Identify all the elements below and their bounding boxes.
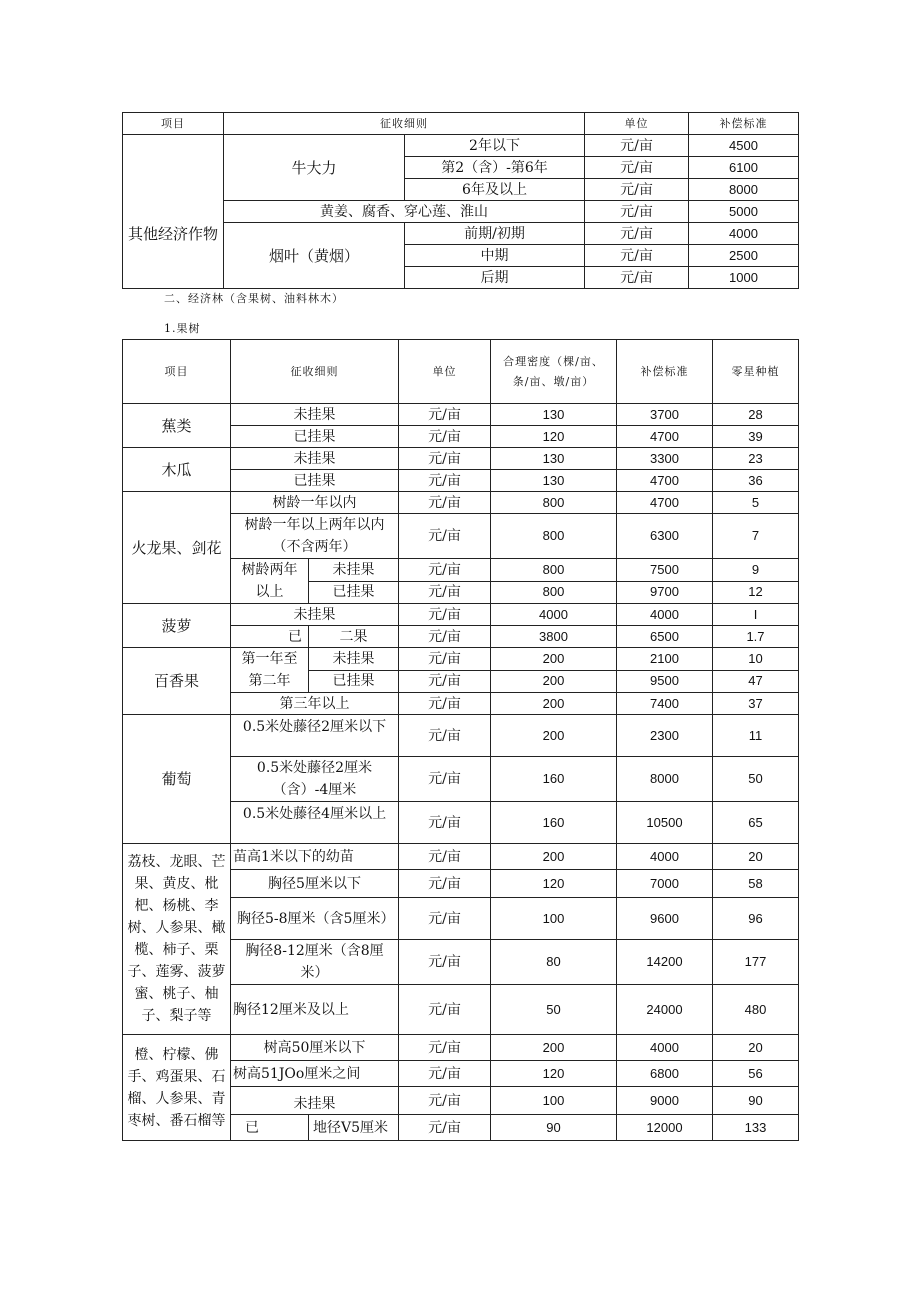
standard-cell: 4000 xyxy=(617,604,713,626)
unit-cell: 元/亩 xyxy=(399,1087,491,1115)
standard-cell: 4700 xyxy=(617,470,713,492)
density-cell: 200 xyxy=(491,715,617,757)
standard-cell: 6800 xyxy=(617,1061,713,1087)
unit-cell: 元/亩 xyxy=(585,245,689,267)
header-item: 项目 xyxy=(123,340,231,404)
density-cell: 200 xyxy=(491,693,617,715)
unit-cell: 元/亩 xyxy=(399,670,491,693)
standard-cell: 8000 xyxy=(689,179,799,201)
standard-cell: 8000 xyxy=(617,757,713,802)
crop-name: 牛大力 xyxy=(224,135,405,201)
scatter-cell: I xyxy=(713,604,799,626)
header-unit: 单位 xyxy=(399,340,491,404)
unit-cell: 元/亩 xyxy=(399,448,491,470)
standard-cell: 4000 xyxy=(617,1035,713,1061)
density-cell: 130 xyxy=(491,448,617,470)
detail-cell: 胸径12厘米及以上 xyxy=(231,985,399,1035)
header-density: 合理密度（棵/亩、条/亩、墩/亩） xyxy=(491,340,617,404)
scatter-cell: 96 xyxy=(713,898,799,940)
detail-cell: 未挂果 xyxy=(309,559,399,582)
standard-cell: 4000 xyxy=(617,844,713,870)
header-scatter: 零星种植 xyxy=(713,340,799,404)
unit-cell: 元/亩 xyxy=(399,648,491,671)
unit-cell: 元/亩 xyxy=(399,715,491,757)
scatter-cell: 65 xyxy=(713,802,799,844)
header-detail: 征收细则 xyxy=(231,340,399,404)
unit-cell: 元/亩 xyxy=(399,492,491,514)
standard-cell: 7500 xyxy=(617,559,713,582)
unit-cell: 元/亩 xyxy=(399,940,491,985)
detail-cell: 6年及以上 xyxy=(405,179,585,201)
detail-cell: 前期/初期 xyxy=(405,223,585,245)
density-cell: 100 xyxy=(491,1087,617,1115)
density-cell: 200 xyxy=(491,1035,617,1061)
scatter-cell: 133 xyxy=(713,1115,799,1141)
detail-cell: 已挂果 xyxy=(309,581,399,604)
detail-cell: 未挂果 xyxy=(231,1087,399,1115)
scatter-cell: 5 xyxy=(713,492,799,514)
standard-cell: 4500 xyxy=(689,135,799,157)
detail-age-cell: 已 xyxy=(231,626,309,648)
density-cell: 50 xyxy=(491,985,617,1035)
detail-cell: 未挂果 xyxy=(231,604,399,626)
detail-cell: 胸径5厘米以下 xyxy=(231,870,399,898)
header-unit: 单位 xyxy=(585,113,689,135)
unit-cell: 元/亩 xyxy=(585,223,689,245)
subsection-title: 1.果树 xyxy=(164,322,201,335)
header-standard: 补偿标准 xyxy=(689,113,799,135)
unit-cell: 元/亩 xyxy=(399,1035,491,1061)
density-cell: 120 xyxy=(491,870,617,898)
group-name: 火龙果、剑花 xyxy=(123,492,231,604)
density-cell: 130 xyxy=(491,470,617,492)
detail-cell: 已挂果 xyxy=(309,670,399,693)
scatter-cell: 480 xyxy=(713,985,799,1035)
scatter-cell: 23 xyxy=(713,448,799,470)
detail-cell: 中期 xyxy=(405,245,585,267)
detail-cell: 0.5米处藤径4厘米以上 xyxy=(231,802,399,844)
standard-cell: 6300 xyxy=(617,514,713,559)
detail-cell: 第2（含）-第6年 xyxy=(405,157,585,179)
standard-cell: 4700 xyxy=(617,426,713,448)
header-item: 项目 xyxy=(123,113,224,135)
density-cell: 800 xyxy=(491,559,617,582)
density-cell: 4000 xyxy=(491,604,617,626)
unit-cell: 元/亩 xyxy=(399,581,491,604)
scatter-cell: 28 xyxy=(713,404,799,426)
scatter-cell: 37 xyxy=(713,693,799,715)
unit-cell: 元/亩 xyxy=(585,179,689,201)
density-cell: 800 xyxy=(491,492,617,514)
standard-cell: 14200 xyxy=(617,940,713,985)
unit-cell: 元/亩 xyxy=(399,1061,491,1087)
detail-cell: 胸径8-12厘米（含8厘米） xyxy=(231,940,399,985)
unit-cell: 元/亩 xyxy=(399,985,491,1035)
scatter-cell: 36 xyxy=(713,470,799,492)
detail-cell: 树龄一年以上两年以内（不含两年） xyxy=(231,514,399,559)
detail-cell: 2年以下 xyxy=(405,135,585,157)
unit-cell: 元/亩 xyxy=(399,470,491,492)
unit-cell: 元/亩 xyxy=(399,844,491,870)
standard-cell: 2300 xyxy=(617,715,713,757)
category-cell: 其他经济作物 xyxy=(123,135,224,289)
crop-name: 黄姜、腐香、穿心莲、淮山 xyxy=(224,201,585,223)
detail-cell: 已挂果 xyxy=(231,426,399,448)
detail-cell: 未挂果 xyxy=(231,448,399,470)
unit-cell: 元/亩 xyxy=(399,1115,491,1141)
standard-cell: 6100 xyxy=(689,157,799,179)
unit-cell: 元/亩 xyxy=(399,802,491,844)
density-cell: 80 xyxy=(491,940,617,985)
group-name: 荔枝、龙眼、芒果、黄皮、枇杷、杨桃、李树、人参果、橄榄、柿子、栗子、莲雾、菠萝蜜、桃子、柚子、梨子等 xyxy=(123,844,231,1035)
density-cell: 130 xyxy=(491,404,617,426)
standard-cell: 1000 xyxy=(689,267,799,289)
scatter-cell: 7 xyxy=(713,514,799,559)
detail-cell: 0.5米处藤径2厘米以下 xyxy=(231,715,399,757)
detail-cell: 树龄一年以内 xyxy=(231,492,399,514)
standard-cell: 6500 xyxy=(617,626,713,648)
unit-cell: 元/亩 xyxy=(399,898,491,940)
detail-age-cell: 第一年至第二年 xyxy=(231,648,309,693)
unit-cell: 元/亩 xyxy=(399,604,491,626)
compensation-table-fruit-trees xyxy=(122,339,799,1141)
standard-cell: 9000 xyxy=(617,1087,713,1115)
standard-cell: 24000 xyxy=(617,985,713,1035)
standard-cell: 9600 xyxy=(617,898,713,940)
standard-cell: 3300 xyxy=(617,448,713,470)
detail-age-cell: 树龄两年以上 xyxy=(231,559,309,604)
scatter-cell: 1.7 xyxy=(713,626,799,648)
scatter-cell: 50 xyxy=(713,757,799,802)
unit-cell: 元/亩 xyxy=(585,201,689,223)
density-cell: 120 xyxy=(491,426,617,448)
detail-cell: 树高50厘米以下 xyxy=(231,1035,399,1061)
standard-cell: 9500 xyxy=(617,670,713,693)
crop-name: 烟叶（黄烟） xyxy=(224,223,405,289)
header-detail: 征收细则 xyxy=(224,113,585,135)
density-cell: 160 xyxy=(491,757,617,802)
unit-cell: 元/亩 xyxy=(399,757,491,802)
unit-cell: 元/亩 xyxy=(399,514,491,559)
detail-cell: 二果 xyxy=(309,626,399,648)
standard-cell: 7000 xyxy=(617,870,713,898)
standard-cell: 10500 xyxy=(617,802,713,844)
unit-cell: 元/亩 xyxy=(399,870,491,898)
density-cell: 160 xyxy=(491,802,617,844)
density-cell: 800 xyxy=(491,581,617,604)
group-name: 橙、柠檬、佛手、鸡蛋果、石榴、人参果、青枣树、番石榴等 xyxy=(123,1035,231,1141)
unit-cell: 元/亩 xyxy=(585,157,689,179)
scatter-cell: 20 xyxy=(713,1035,799,1061)
standard-cell: 5000 xyxy=(689,201,799,223)
scatter-cell: 47 xyxy=(713,670,799,693)
group-name: 百香果 xyxy=(123,648,231,715)
standard-cell: 4000 xyxy=(689,223,799,245)
detail-cell: 苗高1米以下的幼苗 xyxy=(231,844,399,870)
density-cell: 800 xyxy=(491,514,617,559)
unit-cell: 元/亩 xyxy=(399,693,491,715)
scatter-cell: 56 xyxy=(713,1061,799,1087)
density-cell: 3800 xyxy=(491,626,617,648)
density-cell: 200 xyxy=(491,648,617,671)
density-cell: 100 xyxy=(491,898,617,940)
density-cell: 120 xyxy=(491,1061,617,1087)
detail-cell: 树高51JOo厘米之间 xyxy=(231,1061,399,1087)
standard-cell: 3700 xyxy=(617,404,713,426)
group-name: 木瓜 xyxy=(123,448,231,492)
standard-cell: 4700 xyxy=(617,492,713,514)
standard-cell: 2100 xyxy=(617,648,713,671)
compensation-table-crops xyxy=(122,112,799,289)
detail-cell: 胸径5-8厘米（含5厘米） xyxy=(231,898,399,940)
unit-cell: 元/亩 xyxy=(399,404,491,426)
scatter-cell: 10 xyxy=(713,648,799,671)
detail-cell: 后期 xyxy=(405,267,585,289)
standard-cell: 9700 xyxy=(617,581,713,604)
scatter-cell: 58 xyxy=(713,870,799,898)
scatter-cell: 12 xyxy=(713,581,799,604)
scatter-cell: 11 xyxy=(713,715,799,757)
detail-age-cell: 已 xyxy=(231,1115,309,1141)
density-cell: 200 xyxy=(491,844,617,870)
density-cell: 90 xyxy=(491,1115,617,1141)
standard-cell: 12000 xyxy=(617,1115,713,1141)
standard-cell: 2500 xyxy=(689,245,799,267)
detail-cell: 已挂果 xyxy=(231,470,399,492)
header-standard: 补偿标准 xyxy=(617,340,713,404)
unit-cell: 元/亩 xyxy=(585,267,689,289)
group-name: 蕉类 xyxy=(123,404,231,448)
group-name: 葡萄 xyxy=(123,715,231,844)
unit-cell: 元/亩 xyxy=(399,559,491,582)
detail-cell: 地径V5厘米 xyxy=(309,1115,399,1141)
section-title: 二、经济林（含果树、油料林木） xyxy=(164,292,344,305)
unit-cell: 元/亩 xyxy=(399,626,491,648)
group-name: 菠萝 xyxy=(123,604,231,648)
scatter-cell: 90 xyxy=(713,1087,799,1115)
scatter-cell: 20 xyxy=(713,844,799,870)
unit-cell: 元/亩 xyxy=(585,135,689,157)
scatter-cell: 9 xyxy=(713,559,799,582)
scatter-cell: 39 xyxy=(713,426,799,448)
density-cell: 200 xyxy=(491,670,617,693)
detail-cell: 未挂果 xyxy=(231,404,399,426)
detail-cell: 第三年以上 xyxy=(231,693,399,715)
unit-cell: 元/亩 xyxy=(399,426,491,448)
scatter-cell: 177 xyxy=(713,940,799,985)
detail-cell: 0.5米处藤径2厘米（含）-4厘米 xyxy=(231,757,399,802)
detail-cell: 未挂果 xyxy=(309,648,399,671)
standard-cell: 7400 xyxy=(617,693,713,715)
